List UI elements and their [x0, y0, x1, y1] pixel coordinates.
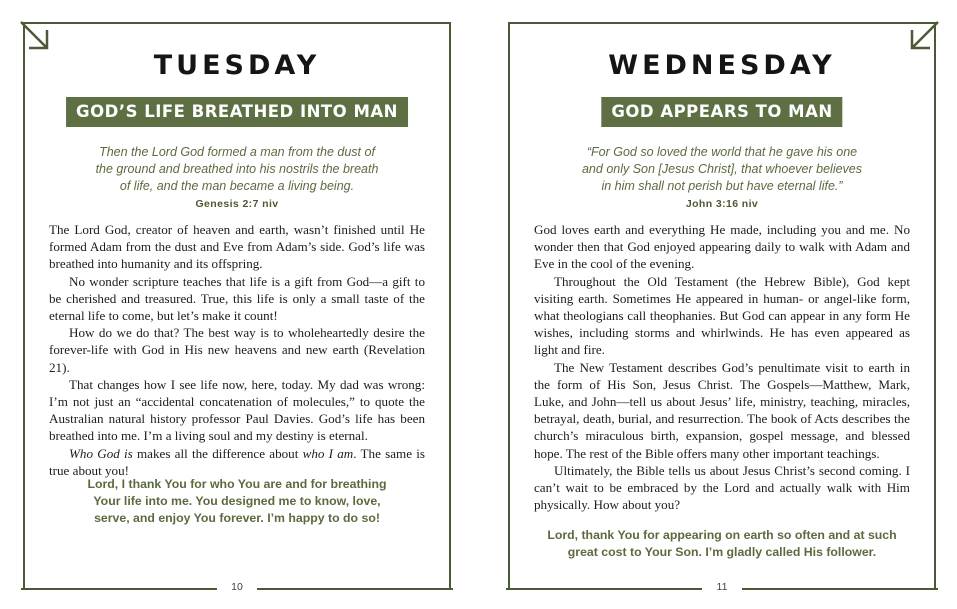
footer-rule: [506, 588, 702, 590]
verse-reference: Genesis 2:7 niv: [195, 198, 279, 210]
day-heading: WEDNESDAY: [608, 50, 836, 81]
paragraph: God loves earth and everything He made, including you and me. No wonder then that God enjoyed appearing daily to walk with Adam and Eve in the cool of the evening.: [534, 222, 910, 272]
page-footer: [506, 581, 938, 594]
footer-rule: [257, 588, 453, 590]
paragraph: The New Testament describes God’s penultimate visit to earth in the form of His Son, Jesus Christ. The Gospels—Matthew, Mark, Luke, and John—tell us about Jesus’ life, ministry, teaching, miracles, betrayal, death, burial, and resurrection. The book of Acts describes the church’s miraculous birth, expansion, gospel message, and blessed hope. The rest of the Bible offers many other important teachings.: [534, 359, 910, 461]
devotion-title: GOD’S LIFE BREATHED INTO MAN: [66, 97, 408, 127]
body-text: [49, 221, 425, 479]
prayer-text: Lord, thank You for appearing on earth so often and at such great cost to Your Son. I’m gladly called His follower.: [547, 528, 897, 559]
page-footer: [21, 581, 453, 594]
footer-rule: [21, 588, 217, 590]
footer-rule: [742, 588, 938, 590]
paragraph: That changes how I see life now, here, today. My dad was wrong: I’m not just an “accidental concatenation of molecules,” to quote the Australian natural history professor Paul Davies. God’s life has been breathed into me. I’m a living soul and my destiny is eternal.: [49, 376, 425, 444]
paragraph: How do we do that? The best way is to wholeheartedly desire the forever-life with God in His new heavens and new earth (Revelation 21).: [49, 325, 425, 375]
paragraph: Who God is makes all the difference about who I am. The same is true about you!: [49, 445, 425, 478]
verse-reference: John 3:16 niv: [685, 198, 759, 210]
paragraph: No wonder scripture teaches that life is a gift from God—a gift to be cherished and treasured. True, this life is only a small taste of the eternal life to come, but let’s make it count!: [49, 273, 425, 324]
prayer-text: Lord, I thank You for who You are and for breathing Your life into me. You designed me to know, love, serve, and enjoy You forever. I’m happy to do so!: [87, 477, 387, 525]
day-heading: TUESDAY: [153, 50, 321, 81]
left-page: [23, 22, 451, 593]
paragraph: The Lord God, creator of heaven and earth, wasn’t finished until He formed Adam from the dust and Eve from Adam’s side. God’s life was breathed into humanity and its offspring.: [49, 222, 425, 272]
page-number: 10: [231, 581, 243, 593]
right-page: [508, 22, 936, 593]
devotion-title: GOD APPEARS TO MAN: [601, 97, 842, 127]
body-text: [534, 221, 910, 513]
scripture-verse: “For God so loved the world that he gave his one and only Son [Jesus Christ], that whoever believes in him shall not perish but have eternal life.” John 3:16 niv: [508, 144, 936, 213]
paragraph: Throughout the Old Testament (the Hebrew Bible), God kept visiting earth. Sometimes He appeared in human- or angel-like form, what theologians call theophanies. But God can appear in any form He wishes, including storms and whirlwinds. He has even appeared as light and fire.: [534, 273, 910, 358]
scripture-verse: Then the Lord God formed a man from the dust of the ground and breathed into his nostrils the breath of life, and the man became a living being. Genesis 2:7 niv: [23, 144, 451, 213]
page-number: 11: [716, 581, 728, 593]
paragraph: Ultimately, the Bible tells us about Jesus Christ’s second coming. I can’t wait to be embraced by the Lord and actually walk with Him physically. How about you?: [534, 462, 910, 513]
